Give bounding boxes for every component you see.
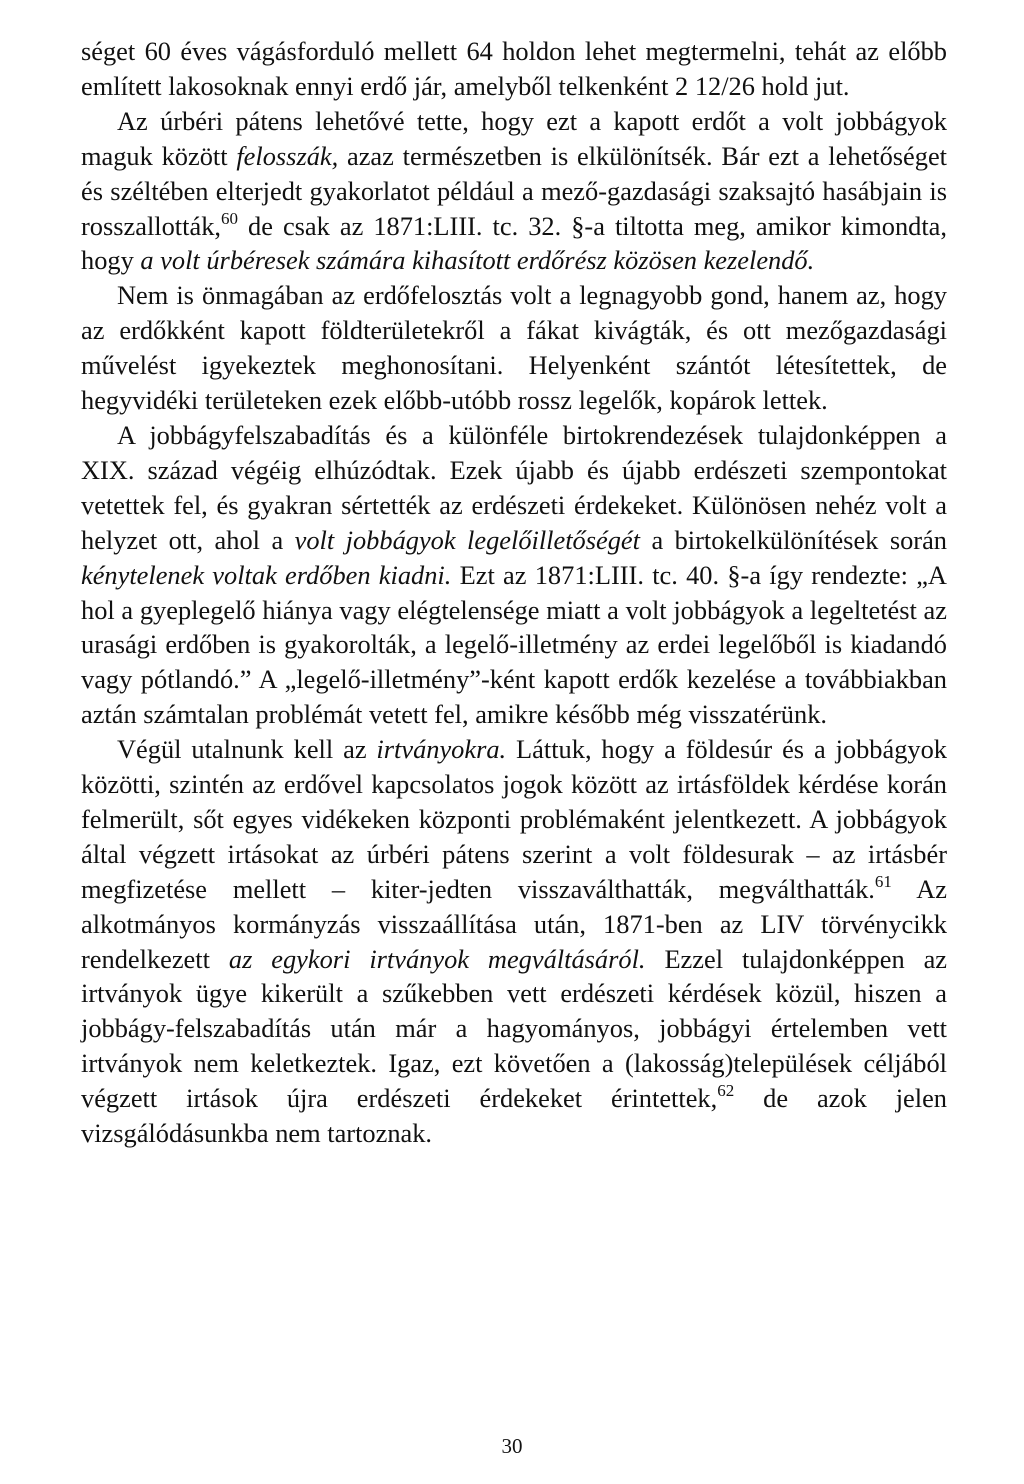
- paragraph: [81, 418, 947, 732]
- text-run: a birtokelkülönítések során: [639, 524, 947, 555]
- italic-text: az egykori irtványok megváltásáról.: [228, 943, 646, 974]
- italic-text: irtványokra.: [376, 734, 507, 765]
- text-run: Ezzel tulajdonképpen az irtványok ügye kikerült a szűkebben vett erdészeti kérdések közül, hiszen a jobbágy-felszabadítás után már a hagyományos, jobbágyi értelemben vett irtványok nem keletkeztek. Igaz, ezt követően a (lakosság)települések céljából végzett irtások újra erdészeti érdekeket érintettek,: [81, 943, 948, 1114]
- text-run: Végül utalnunk kell az: [117, 734, 377, 765]
- paragraph: [81, 278, 947, 418]
- text-run: Láttuk, hogy a földesúr és a jobbágyok közötti, szintén az erdővel kapcsolatos jogok között az irtásföldek kérdése korán felmerült, sőt egyes vidékeken központi problémaként jelentkezett. A jobbágyok által végzett irtásokat az úrbéri pátens szerint a volt földesurak – az irtásbér megfizetése mellett – kiter-jedten visszaválthatták, megválthatták.: [81, 734, 947, 904]
- italic-text: volt jobbágyok legelőilletőségét: [294, 524, 640, 555]
- paragraph: [81, 732, 947, 1151]
- page-body: [81, 34, 947, 1151]
- italic-text: a volt úrbéresek számára kihasított erdőrész közösen kezelendő.: [140, 245, 815, 276]
- footnote-ref: 62: [717, 1081, 735, 1101]
- text-run: Az alkotmányos kormányzás visszaállítása után, 1871-ben az LIV törvénycikk rendelkezett: [81, 873, 947, 974]
- page-number: 30: [501, 1434, 523, 1458]
- text-run: Az úrbéri pátens lehetővé tette, hogy ezt a kapott erdőt a volt jobbágyok maguk között: [81, 105, 947, 171]
- paragraph: [81, 104, 947, 279]
- italic-text: kénytelenek voltak erdőben kiadni.: [81, 559, 452, 590]
- italic-text: felosszák,: [236, 140, 339, 171]
- text-run: de azok jelen vizsgálódásunkba nem tartoznak.: [81, 1083, 947, 1149]
- footnote-ref: 61: [874, 871, 892, 891]
- text-run: Nem is önmagában az erdőfelosztás volt a legnagyobb gond, hanem az, hogy az erdőkként kapott földterületekről a fákat kivágták, és ott mezőgazdasági művelést igyekeztek meghonosítani. Helyenként szántót létesítettek, de hegyvidéki területeken ezek előbb-utóbb rossz legelők, kopárok lettek.: [81, 280, 947, 416]
- text-run: de csak az 1871:LIII. tc. 32. §-a tiltotta meg, amikor kimondta, hogy: [81, 210, 947, 276]
- text-run: Ezt az 1871:LIII. tc. 40. §-a így rendezte: „A hol a gyeplegelő hiánya vagy elégtelensége miatt a volt jobbágyok a legeltetést az urasági erdőben is gyakorolták, a legelő-illetmény az erdei legelőből is kiadandó vagy pótlandó.” A „legelő-illetmény”-ként kapott erdők kezelése a továbbiakban aztán számtalan problémát vetett fel, amikre később még visszatérünk.: [81, 559, 947, 730]
- footnote-ref: 60: [220, 208, 238, 228]
- text-run: séget 60 éves vágásforduló mellett 64 holdon lehet megtermelni, tehát az előbb említett lakosoknak ennyi erdő jár, amelyből telkenként 2 12/26 hold jut.: [81, 36, 947, 101]
- text-run: A jobbágyfelszabadítás és a különféle birtokrendezések tulajdonképpen a XIX. század végéig elhúzódtak. Ezek újabb és újabb erdészeti szempontokat vetettek fel, és gyakran sértették az erdészeti érdekeket. Különösen nehéz volt a helyzet ott, ahol a: [81, 419, 947, 555]
- text-run: azaz természetben is elkülönítsék. Bár ezt a lehetőséget és széltében elterjedt gyakorlatot például a mező-gazdasági szaksajtó hasábjain is rosszallották,: [81, 140, 947, 241]
- paragraph: [81, 34, 947, 104]
